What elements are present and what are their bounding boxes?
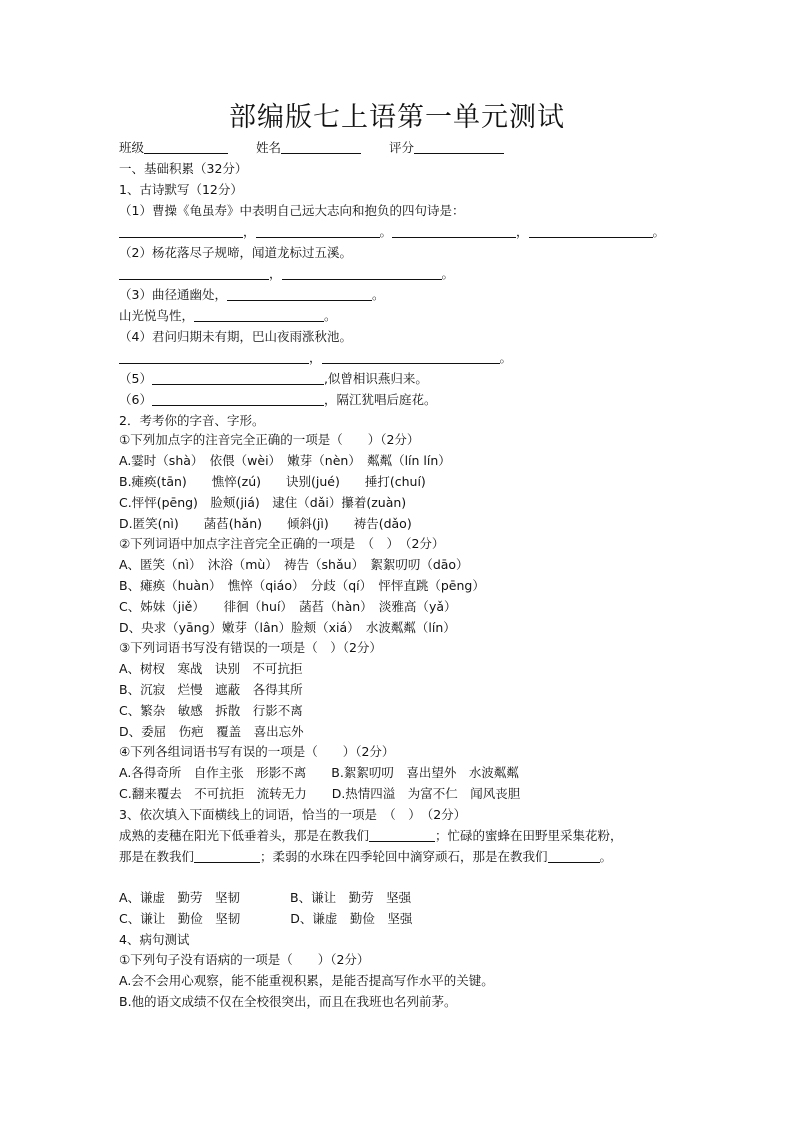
question-prompt: ④下列各组词语书写有误的一项是（ ）（2分）: [119, 744, 395, 759]
answer-blank[interactable]: [119, 223, 243, 238]
option-b[interactable]: B.瘫痪(tān) 憔悴(zú) 诀别(jué) 捶打(chuí): [119, 474, 426, 489]
option-d[interactable]: D.匿笑(nì) 菡萏(hǎn) 倾斜(jì) 祷告(dǎo): [119, 516, 412, 531]
question-prompt: ①下列加点字的注音完全正确的一项是（ ）（2分）: [119, 432, 420, 447]
answer-blank[interactable]: [369, 827, 435, 842]
section-heading: 一、基础积累（32分）: [119, 161, 248, 176]
option-d[interactable]: D、央求（yāng）嫩芽（lân）脸颊（xiá） 水波粼粼（lín）: [119, 620, 456, 635]
answer-row: （3）曲径通幽处， 。: [119, 287, 385, 302]
answer-blank[interactable]: [194, 848, 260, 863]
name-label: 姓名: [256, 140, 282, 155]
answer-row: （5） ,似曾相识燕归来。: [119, 371, 428, 386]
answer-row: 山光悦鸟性， 。: [119, 308, 337, 323]
answer-row: ， 。: [119, 264, 454, 284]
question-prompt: （1）曹操《龟虽寿》中表明自己远大志向和抱负的四句诗是：: [119, 203, 465, 218]
answer-blank[interactable]: [392, 223, 516, 238]
question-prompt: 3、依次填入下面横线上的词语，恰当的一项是 （ ） （2分）: [119, 807, 467, 822]
question-prompt: （2）杨花落尽子规啼，闻道龙标过五溪。: [119, 245, 352, 260]
student-info-row: [119, 138, 504, 158]
options-ab[interactable]: A.各得奇所 自作主张 形影不离 B.絮絮叨叨 喜出望外 水波粼粼: [119, 765, 519, 780]
option-b[interactable]: B.他的语文成绩不仅在全校很突出，而且在我班也名列前茅。: [119, 994, 457, 1009]
score-field[interactable]: [414, 139, 504, 154]
option-a[interactable]: A、匿笑（nì） 沐浴（mù） 祷告（shǎu） 絮絮叨叨（dāo）: [119, 557, 469, 572]
answer-blank[interactable]: [194, 307, 324, 322]
answer-blank[interactable]: [529, 223, 653, 238]
option-b[interactable]: B、沉寂 烂慢 遮蔽 各得其所: [119, 682, 303, 697]
question-prompt: （4）君问归期未有期，巴山夜雨涨秋池。: [119, 329, 352, 344]
name-field[interactable]: [281, 139, 361, 154]
question-prompt: ③下列词语书写没有错误的一项是（ ）（2分）: [119, 640, 382, 655]
option-a[interactable]: A.会不会用心观察，能不能重视积累，是能否提高写作水平的关键。: [119, 973, 494, 988]
question-prompt: ②下列词语中加点字注音完全正确的一项是 （ ） （2分）: [119, 536, 445, 551]
answer-blank[interactable]: [256, 223, 380, 238]
question-heading: 4、病句测试: [119, 932, 190, 947]
answer-row: ， 。 ， 。: [119, 222, 665, 242]
options-cd[interactable]: C.翻来覆去 不可抗拒 流转无力 D.热情四溢 为富不仁 闻风丧胆: [119, 786, 521, 801]
option-c[interactable]: C、繁杂 敏感 拆散 行影不离: [119, 703, 303, 718]
option-d[interactable]: D、委屈 伤疤 覆盖 喜出忘外: [119, 724, 304, 739]
answer-blank[interactable]: [119, 265, 269, 280]
option-c[interactable]: C、姊妹（jiě） 徘徊（huí） 菡萏（hàn） 淡雅高（yǎ）: [119, 599, 457, 614]
answer-row: （6） ，隔江犹唱后庭花。: [119, 392, 437, 407]
option-a[interactable]: A、树杈 寒战 诀别 不可抗拒: [119, 661, 303, 676]
class-label: 班级: [119, 140, 145, 155]
fill-line: 成熟的麦穗在阳光下低垂着头，那是在教我们 ；忙碌的蜜蜂在田野里采集花粉，: [119, 828, 623, 843]
option-b[interactable]: B、瘫痪（huàn） 憔悴（qiáo） 分歧（qí） 怦怦直跳（pēng）: [119, 578, 485, 593]
answer-blank[interactable]: [152, 370, 324, 385]
question-prompt: ①下列句子没有语病的一项是（ ）（2分）: [119, 952, 370, 967]
page-title: 部编版七上语第一单元测试: [229, 102, 565, 133]
question-heading: 2．考考你的字音、字形。: [119, 413, 265, 428]
option-c[interactable]: C.怦怦(pēng) 脸颊(jiá) 逮住（dǎi）攥着(zuàn): [119, 495, 407, 510]
answer-blank[interactable]: [282, 265, 442, 280]
answer-blank[interactable]: [119, 349, 309, 364]
answer-blank[interactable]: [322, 349, 500, 364]
class-field[interactable]: [144, 139, 228, 154]
option-a[interactable]: A.霎时（shà） 依偎（wèi） 嫩芽（nèn） 粼粼（lín lín）: [119, 453, 451, 468]
options-cd[interactable]: C、谦让 勤俭 坚韧 D、谦虚 勤俭 坚强: [119, 911, 413, 926]
answer-blank[interactable]: [548, 848, 600, 863]
question-heading: 1、古诗默写（12分）: [119, 182, 243, 197]
options-ab[interactable]: A、谦虚 勤劳 坚韧 B、谦让 勤劳 坚强: [119, 890, 412, 905]
answer-blank[interactable]: [152, 391, 324, 406]
fill-line: 那是在教我们 ；柔弱的水珠在四季轮回中滴穿顽石，那是在教我们 。: [119, 849, 613, 864]
answer-row: ， 。: [119, 348, 512, 368]
answer-blank[interactable]: [227, 286, 372, 301]
score-label: 评分: [389, 140, 415, 155]
